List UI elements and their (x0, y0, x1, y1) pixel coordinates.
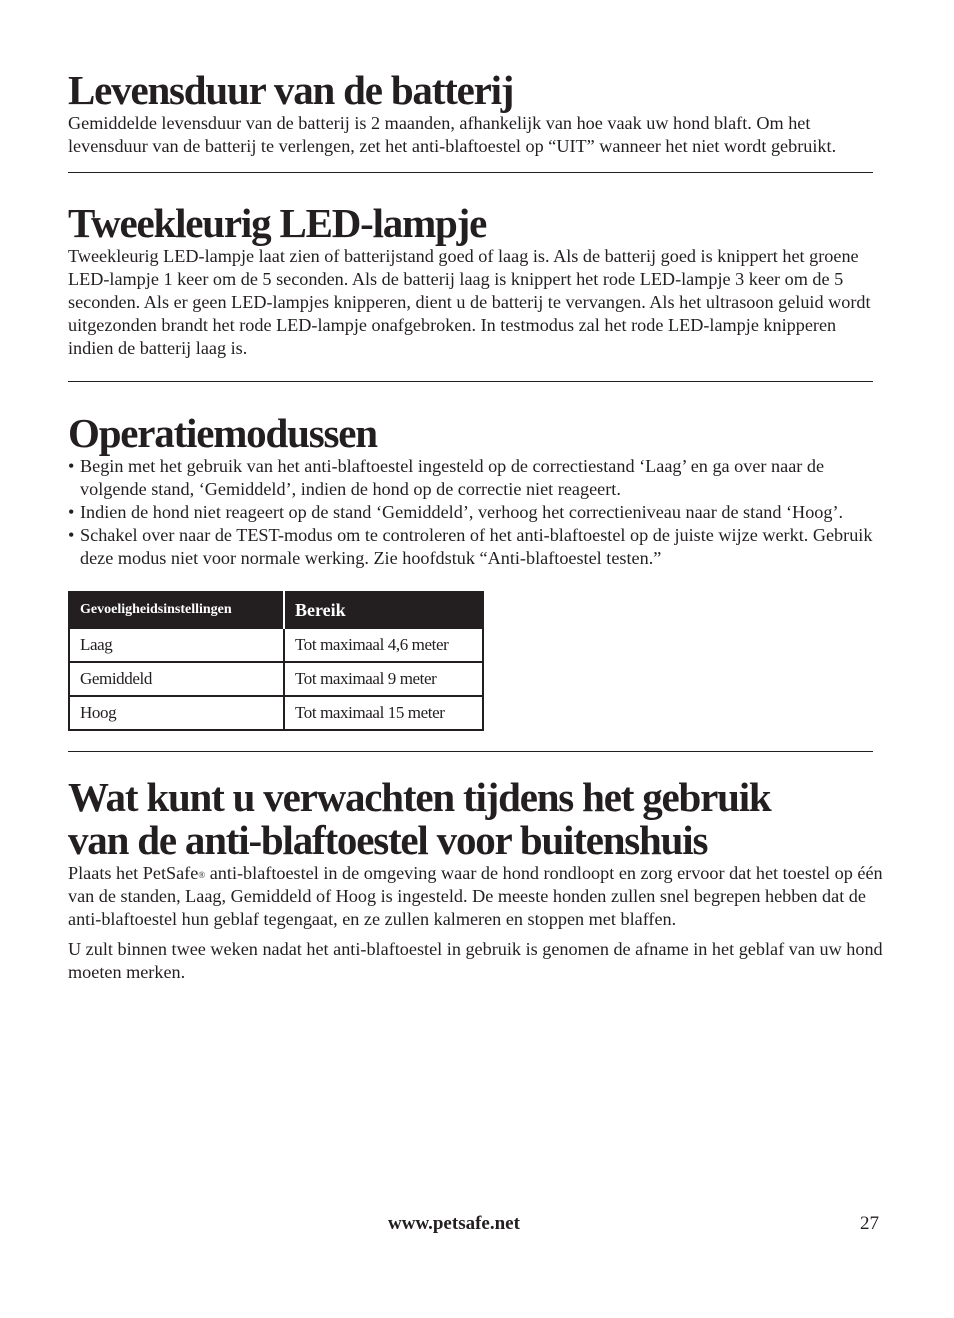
list-item (68, 501, 886, 524)
modes-heading: Operatiemodussen (68, 410, 377, 456)
expect-paragraph-2: U zult binnen twee weken nadat het anti-blaftoestel in gebruik is genomen de afname in het geblaf van uw hond moeten merken. (68, 939, 883, 982)
column-header-range: Bereik (284, 592, 483, 628)
bullet-icon: • (68, 502, 75, 522)
column-header-sensitivity: Gevoeligheidsinstellingen (69, 592, 284, 628)
expect-heading-line1: Wat kunt u verwachten tijdens het gebruik (68, 774, 771, 820)
expect-p1-start: Plaats het PetSafe (68, 863, 199, 883)
table-cell-setting: Hoog (69, 696, 284, 730)
battery-section (68, 68, 886, 173)
table-header-row (69, 592, 483, 628)
modes-section (68, 411, 886, 752)
list-item-text: Schakel over naar de TEST-modus om te controleren of het anti-blaftoestel op de juiste wijze werkt. Gebruik deze modus niet voor normale werking. Zie hoofdstuk “Anti-blaftoestel testen.” (80, 525, 873, 568)
battery-heading: Levensduur van de batterij (68, 67, 514, 113)
expect-heading (68, 776, 886, 862)
expect-section (68, 776, 886, 984)
page-number: 27 (860, 1213, 879, 1234)
expect-p1-rest: anti-blaftoestel in de omgeving waar de hond rondloopt en zorg ervoor dat het toestel op één van de standen, Laag, Gemiddeld of Hoog is ingesteld. De meeste honden zullen snel begrepen hebben dat de anti-blaftoestel hun geblaf tegengaat, en ze zullen kalmeren en stoppen met blaffen. (68, 863, 883, 929)
list-item-text: Begin met het gebruik van het anti-blaftoestel ingesteld op de correctiestand ‘Laag’ en ga over naar de volgende stand, ‘Gemiddeld’, indien de hond op de correctie niet reageert. (80, 456, 825, 499)
table-cell-setting: Laag (69, 628, 284, 662)
bullet-icon: • (68, 456, 75, 476)
table-row (69, 662, 483, 696)
section-divider (68, 751, 873, 752)
section-divider (68, 381, 873, 382)
expect-heading-line2: van de anti-blaftoestel voor buitenshuis (68, 817, 708, 863)
battery-body: Gemiddelde levensduur van de batterij is 2 maanden, afhankelijk van hoe vaak uw hond blaft. Om het levensduur van de batterij te verlengen, zet het anti-blaftoestel op “UIT” wanneer het niet wordt gebruikt. (68, 113, 837, 156)
led-section (68, 201, 886, 382)
registered-mark: ® (198, 870, 206, 880)
list-item (68, 524, 886, 570)
modes-list (68, 455, 886, 570)
table-cell-range: Tot maximaal 15 meter (284, 696, 483, 730)
table-cell-range: Tot maximaal 9 meter (284, 662, 483, 696)
expect-paragraph-1 (68, 862, 886, 931)
list-item-text: Indien de hond niet reageert op de stand ‘Gemiddeld’, verhoog het correctieniveau naar de stand ‘Hoog’. (80, 502, 844, 522)
led-heading: Tweekleurig LED-lampje (68, 200, 487, 246)
footer-url: www.petsafe.net (388, 1213, 520, 1234)
table-cell-range: Tot maximaal 4,6 meter (284, 628, 483, 662)
section-divider (68, 172, 873, 173)
page-content (68, 60, 886, 984)
table-row (69, 628, 483, 662)
sensitivity-table (68, 591, 484, 731)
bullet-icon: • (68, 525, 75, 545)
list-item (68, 455, 886, 501)
table-cell-setting: Gemiddeld (69, 662, 284, 696)
table-row (69, 696, 483, 730)
led-body: Tweekleurig LED-lampje laat zien of batterijstand goed of laag is. Als de batterij goed is knippert het groene LED-lampje 1 keer om de 5 seconden. Als de batterij laag is knippert het rode LED-lampje 3 keer om de 5 seconden. Als er geen LED-lampjes knipperen, dient u de batterij te vervangen. Als het ultrasoon geluid wordt uitgezonden brandt het rode LED-lampje onafgebroken. In testmodus zal het rode LED-lampje knipperen indien de batterij laag is. (68, 246, 871, 358)
